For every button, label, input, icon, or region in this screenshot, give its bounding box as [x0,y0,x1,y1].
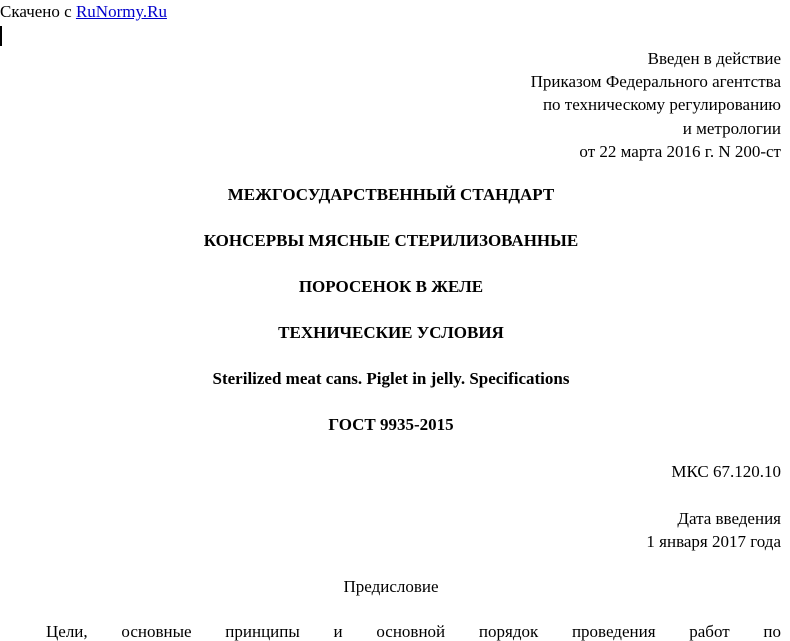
runormy-link[interactable]: RuNormy.Ru [75,2,167,21]
text-cursor [0,26,2,46]
standard-heading: МЕЖГОСУДАРСТВЕННЫЙ СТАНДАРТ [227,185,555,204]
gost-number: ГОСТ 9935-2015 [328,415,454,434]
adoption-line: по техническому регулированию [542,95,781,115]
foreword-heading: Предисловие [343,577,439,596]
adoption-line: Приказом Федерального агентства [530,72,781,92]
adoption-line: и метрологии [682,118,781,138]
download-source-line [0,2,167,22]
adoption-line: Введен в действие [647,49,781,68]
adoption-line: от 22 марта 2016 г. N 200-ст [579,141,781,161]
intro-date-value: 1 января 2017 года [646,532,781,551]
english-title: Sterilized meat cans. Piglet in jelly. Specifications [212,369,570,388]
foreword-paragraph: Цели, основные принципы и основной порядок проведения работ по [46,622,781,641]
intro-date-label: Дата введения [677,509,781,528]
product-group-heading: КОНСЕРВЫ МЯСНЫЕ СТЕРИЛИЗОВАННЫЕ [203,231,579,250]
adoption-block [531,47,781,163]
conditions-heading: ТЕХНИЧЕСКИЕ УСЛОВИЯ [278,323,504,342]
mks-code: МКС 67.120.10 [671,462,781,481]
download-prefix: Скачено с [0,2,76,21]
product-heading: ПОРОСЕНОК В ЖЕЛЕ [298,277,484,296]
intro-date-block [646,507,781,553]
